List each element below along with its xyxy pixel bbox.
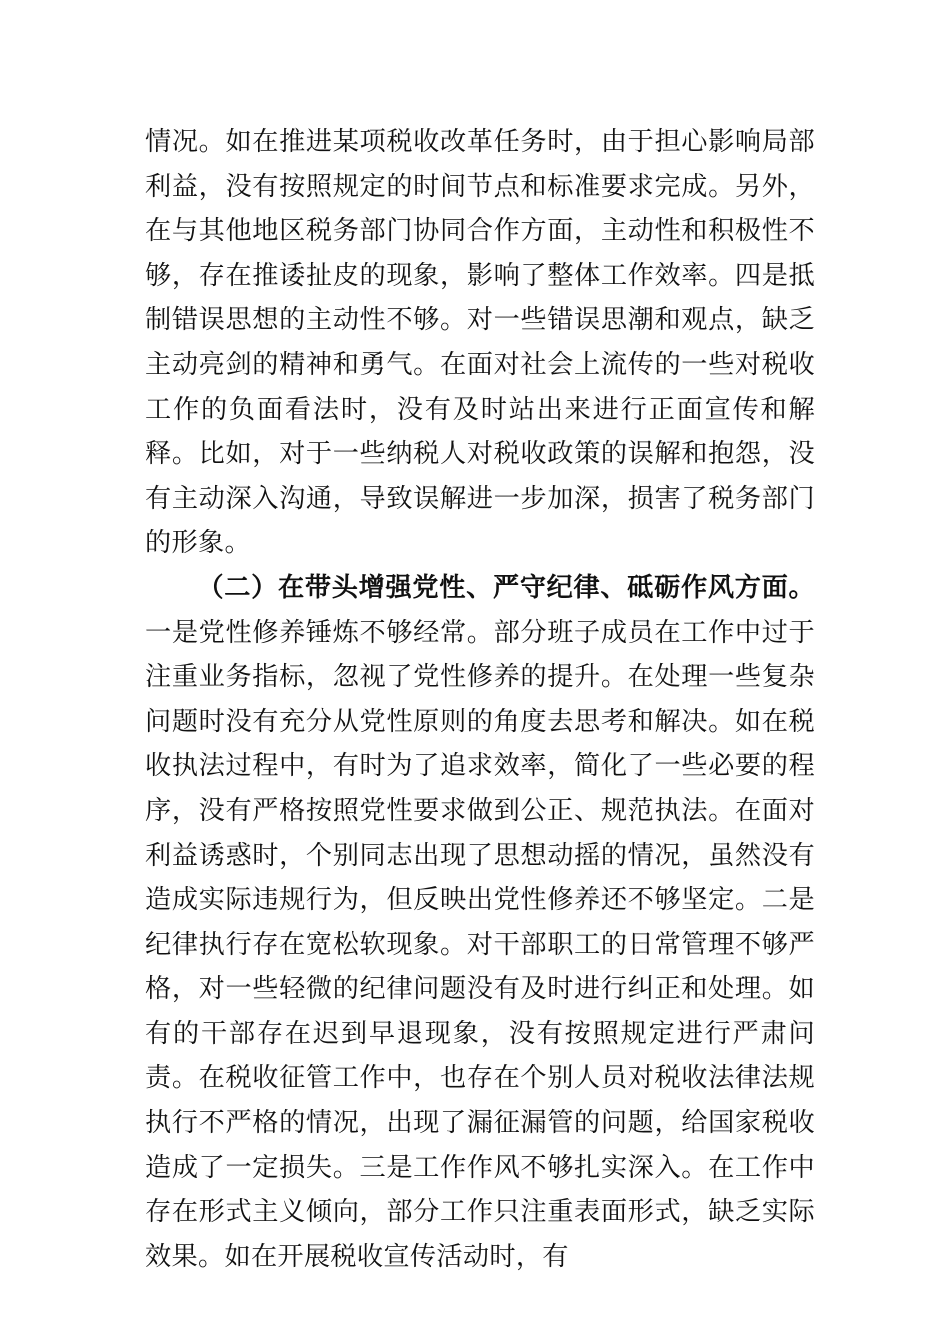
section-heading: （二）在带头增强党性、严守纪律、砥砺作风方面。	[197, 571, 815, 603]
paragraph-2	[145, 566, 815, 1280]
document-body	[145, 120, 815, 1279]
paragraph-1	[145, 120, 815, 566]
paragraph-1-text: 情况。如在推进某项税收改革任务时，由于担心影响局部利益，没有按照规定的时间节点和标准要求完成。另外，在与其他地区税务部门协同合作方面，主动性和积极性不够，存在推诿扯皮的现象，影响了整体工作效率。四是抵制错误思想的主动性不够。对一些错误思潮和观点，缺乏主动亮剑的精神和勇气。在面对社会上流传的一些对税收工作的负面看法时，没有及时站出来进行正面宣传和解释。比如，对于一些纳税人对税收政策的误解和抱怨，没有主动深入沟通，导致误解进一步加深，损害了税务部门的形象。	[145, 127, 815, 559]
paragraph-2-text: 一是党性修养锤炼不够经常。部分班子成员在工作中过于注重业务指标，忽视了党性修养的提升。在处理一些复杂问题时没有充分从党性原则的角度去思考和解决。如在税收执法过程中，有时为了追求效率，简化了一些必要的程序，没有严格按照党性要求做到公正、规范执法。在面对利益诱惑时，个别同志出现了思想动摇的情况，虽然没有造成实际违规行为，但反映出党性修养还不够坚定。二是纪律执行存在宽松软现象。对干部职工的日常管理不够严格，对一些轻微的纪律问题没有及时进行纠正和处理。如有的干部存在迟到早退现象，没有按照规定进行严肃问责。在税收征管工作中，也存在个别人员对税收法律法规执行不严格的情况，出现了漏征漏管的问题，给国家税收造成了一定损失。三是工作作风不够扎实深入。在工作中存在形式主义倾向，部分工作只注重表面形式，缺乏实际效果。如在开展税收宣传活动时，有	[145, 617, 815, 1272]
